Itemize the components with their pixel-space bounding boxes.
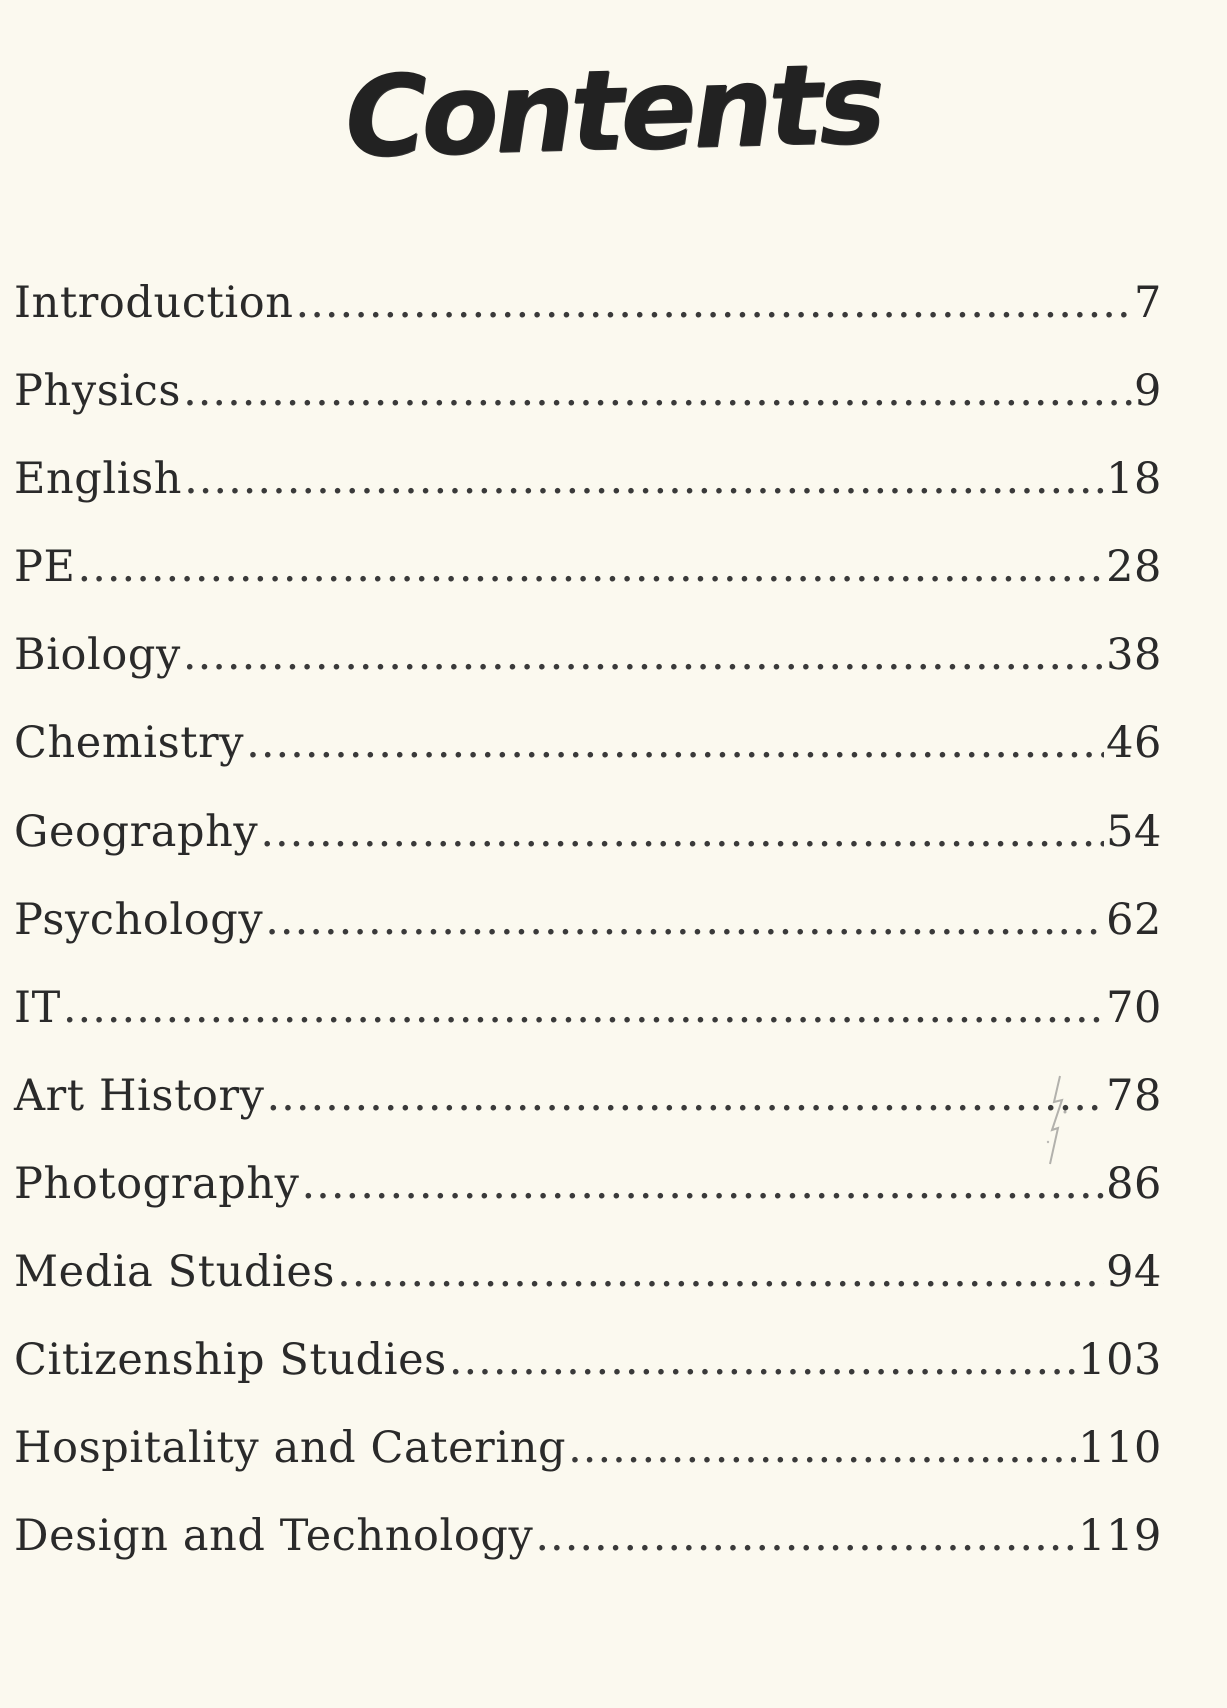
dot-leader <box>296 278 1133 328</box>
toc-entry[interactable] <box>14 1071 1162 1159</box>
entry-page-number: 9 <box>1134 366 1162 417</box>
entry-page-number: 70 <box>1106 982 1162 1033</box>
entry-label: Physics <box>14 366 182 417</box>
entry-page-number: 18 <box>1106 454 1162 505</box>
ink-smudge <box>1040 1072 1074 1172</box>
toc-entry[interactable] <box>14 718 1162 806</box>
toc-entry[interactable] <box>14 366 1162 454</box>
entry-label: Art History <box>14 1070 265 1121</box>
dot-leader <box>63 983 1104 1033</box>
entry-page-number: 7 <box>1134 278 1162 328</box>
toc-entry[interactable] <box>14 278 1162 366</box>
entry-label: Psychology <box>14 894 264 945</box>
entry-page-number: 38 <box>1106 630 1162 681</box>
dot-leader <box>265 895 1104 945</box>
dot-leader <box>183 366 1132 416</box>
dot-leader <box>246 718 1104 768</box>
dot-leader <box>183 630 1104 680</box>
entry-page-number: 78 <box>1106 1070 1162 1121</box>
toc-entry[interactable] <box>14 1511 1162 1599</box>
entry-label: Chemistry <box>14 718 245 769</box>
entry-label: Hospitality and Catering <box>14 1423 567 1474</box>
toc-entry[interactable] <box>14 1159 1162 1247</box>
toc-entry[interactable] <box>14 983 1162 1071</box>
entry-label: Media Studies <box>14 1247 336 1298</box>
entry-label: Biology <box>14 630 181 681</box>
entry-label: IT <box>14 982 61 1033</box>
toc-entry[interactable] <box>14 1247 1162 1335</box>
toc-entry[interactable] <box>14 630 1162 718</box>
title-area <box>0 39 1227 183</box>
entry-label: Introduction <box>14 278 294 328</box>
page-title: Contents <box>334 39 893 183</box>
dot-leader <box>78 542 1105 592</box>
dot-leader <box>337 1247 1104 1297</box>
dot-leader <box>267 1071 1105 1121</box>
entry-page-number: 110 <box>1078 1423 1162 1474</box>
dot-leader <box>184 454 1104 504</box>
dot-leader <box>568 1423 1076 1473</box>
entry-page-number: 119 <box>1078 1511 1162 1562</box>
entry-page-number: 86 <box>1106 1158 1162 1209</box>
entry-page-number: 28 <box>1106 542 1162 593</box>
toc-entry[interactable] <box>14 542 1162 630</box>
entry-page-number: 54 <box>1106 806 1162 857</box>
dot-leader <box>260 807 1104 857</box>
entry-label: PE <box>14 542 76 593</box>
entry-label: Geography <box>14 806 259 857</box>
entry-label: Photography <box>14 1158 300 1209</box>
entry-page-number: 62 <box>1106 894 1162 945</box>
entry-label: Design and Technology <box>14 1511 534 1562</box>
toc-entry[interactable] <box>14 895 1162 983</box>
entry-label: English <box>14 454 183 505</box>
entry-page-number: 94 <box>1106 1247 1162 1298</box>
dot-leader <box>449 1335 1076 1385</box>
dot-leader <box>535 1511 1076 1561</box>
entry-page-number: 46 <box>1106 718 1162 769</box>
table-of-contents <box>14 278 1162 1599</box>
toc-entry[interactable] <box>14 454 1162 542</box>
dot-leader <box>302 1159 1105 1209</box>
entry-page-number: 103 <box>1078 1335 1162 1386</box>
toc-entry[interactable] <box>14 1335 1162 1423</box>
toc-entry[interactable] <box>14 807 1162 895</box>
toc-entry[interactable] <box>14 1423 1162 1511</box>
entry-label: Citizenship Studies <box>14 1335 447 1386</box>
